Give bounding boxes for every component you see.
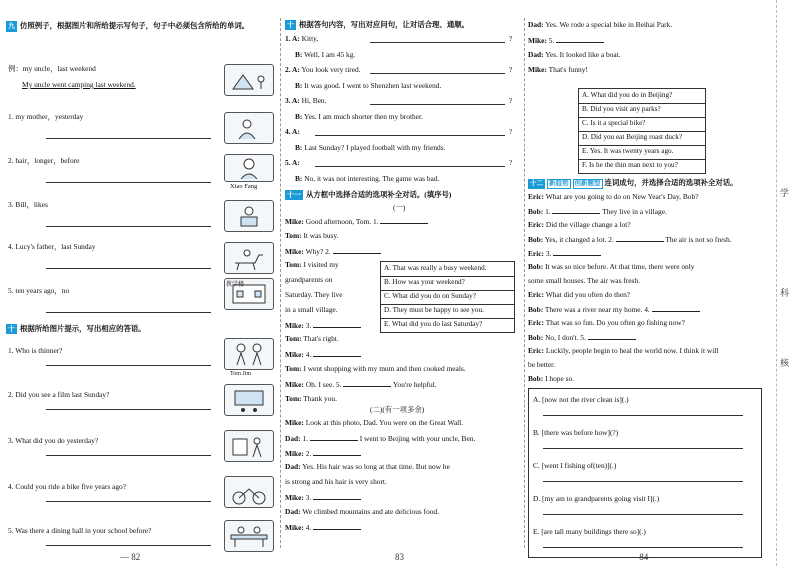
- dialog-text: Thank you.: [303, 393, 337, 403]
- section-number: 十一: [287, 191, 301, 199]
- section-number: 九: [8, 22, 15, 30]
- option-item: E. What did you do last Saturday?: [384, 320, 483, 328]
- dialog-line: [528, 262, 694, 272]
- camping-picture: [224, 64, 274, 96]
- options-box-one: [380, 261, 515, 333]
- dialog-text: I visited my: [303, 260, 339, 270]
- dialog-line: [528, 332, 636, 343]
- answer-line[interactable]: [46, 138, 211, 139]
- speaker-label: Bob:: [528, 207, 544, 216]
- answer-line[interactable]: [370, 73, 505, 74]
- answer-blank[interactable]: [343, 379, 391, 387]
- scramble-box: [528, 388, 762, 558]
- section-number: 十二: [530, 180, 543, 187]
- dialog-line: [528, 248, 601, 259]
- dialog-line: [285, 34, 318, 44]
- dialog-text: Oh. I see. 5.: [305, 379, 342, 389]
- speaker-label: Mike:: [285, 379, 304, 389]
- bike-picture: [224, 476, 274, 508]
- question-mark: ?: [509, 158, 513, 167]
- column-divider: [280, 18, 281, 548]
- dialog-text: I went shopping with my mum and then cooked meals.: [303, 364, 466, 373]
- dialog-text: That was so fun. Do you often go fishing now?: [545, 318, 685, 327]
- speaker-label: Mike:: [285, 320, 304, 330]
- answer-blank[interactable]: [310, 433, 358, 441]
- option-item: A. What did you do in Beijing?: [582, 91, 673, 99]
- dialog-text: It was so nice before. At that time, there were only: [545, 262, 695, 271]
- dialog-line: [285, 492, 361, 503]
- option-divider: [579, 159, 705, 160]
- page-number-82: — 82: [120, 552, 141, 562]
- answer-line[interactable]: [46, 545, 211, 546]
- option-divider: [579, 131, 705, 132]
- reading-boy-picture: [224, 200, 274, 232]
- dialog-text: We climbed mountains and ate delicious food.: [302, 506, 440, 516]
- dialog-text: What did you often do then?: [545, 290, 631, 299]
- speaker-label: Mike:: [285, 217, 304, 226]
- speaker-label: Tom:: [285, 230, 302, 240]
- page-84-column: [528, 20, 764, 544]
- speaker-label: Eric:: [528, 249, 545, 258]
- answer-blank[interactable]: [552, 206, 600, 214]
- option-item: B. How was your weekend?: [384, 278, 465, 286]
- speaker-label: Eric:: [528, 346, 545, 355]
- speaker-label: Tom:: [285, 260, 302, 270]
- dialog-text: You look very tired.: [301, 65, 361, 74]
- dialog-line: [528, 318, 685, 328]
- dialog-line: [295, 50, 355, 60]
- answer-blank[interactable]: [313, 349, 361, 357]
- dialog-text: grandparents on: [285, 275, 333, 285]
- cinema-picture: [224, 384, 274, 416]
- scramble-item: C. [went I fishing of(ten)](.): [533, 461, 617, 470]
- side-margin: [776, 0, 797, 566]
- answer-blank[interactable]: [313, 492, 361, 500]
- dialog-text: is strong and his hair is very short.: [285, 477, 387, 487]
- dialog-text: That's funny!: [548, 65, 588, 74]
- dialog-text: Did the village change a lot?: [545, 220, 631, 229]
- dialog-line: [528, 360, 555, 370]
- dialog-text: Why? 2.: [305, 246, 331, 256]
- answer-line[interactable]: [46, 365, 211, 366]
- activity-picture: [224, 430, 274, 462]
- side-char: 科: [780, 288, 790, 298]
- speaker-label: Dad:: [528, 50, 544, 59]
- speaker-label: Eric:: [528, 192, 545, 201]
- speaker-label: 2. A:: [285, 65, 300, 74]
- option-divider: [381, 290, 514, 291]
- speaker-label: Mike:: [285, 246, 304, 256]
- answer-blank[interactable]: [556, 35, 604, 43]
- dialog-text: 4.: [305, 522, 312, 532]
- option-divider: [579, 117, 705, 118]
- dialog-line: [285, 320, 361, 331]
- dialog-line: [285, 275, 332, 285]
- dialog-text: 2.: [305, 448, 312, 458]
- speaker-label: Eric:: [528, 318, 545, 327]
- dialog-text: 3.: [305, 320, 312, 330]
- dining-hall-picture: [224, 520, 274, 552]
- dialog-text: Kitty,: [301, 34, 319, 43]
- dialog-line: [528, 290, 630, 300]
- scramble-item: A. [now not the river clean is](.): [533, 395, 629, 404]
- answer-line[interactable]: [543, 448, 743, 449]
- section-10-heading: 十 根据所给图片提示，写出相应的答语。: [8, 324, 146, 333]
- dialog-text: 1.: [302, 433, 309, 443]
- speaker-label: 3. A:: [285, 96, 300, 105]
- girl-picture: [224, 154, 274, 182]
- speaker-label: B:: [295, 111, 303, 121]
- dialog-line: [295, 143, 445, 153]
- question-mark: ?: [509, 96, 513, 105]
- dialog-line: [528, 20, 672, 30]
- section-9-heading: 九 仿照例子，根据图片和所给提示写句子，句子中必须包含所给的单词。: [8, 21, 250, 30]
- dialog-text: Yes. I am much shorter then my brother.: [303, 111, 423, 121]
- dialog-line: [295, 174, 439, 184]
- dialog-text: Yes, it changed a lot. 2.: [544, 235, 614, 244]
- option-item: C. What did you do on Sunday?: [384, 292, 476, 300]
- speaker-label: Mike:: [285, 493, 304, 502]
- item-9-1: 1. my mother，yesterday: [8, 112, 84, 121]
- page-number-84: — 84 —: [628, 552, 660, 562]
- dialog-line: [285, 127, 300, 137]
- example-prompt: 例：my uncle，last weekend: [8, 64, 96, 73]
- dialog-line: [285, 462, 450, 472]
- dialog-line: [285, 433, 475, 444]
- dialog-line: [285, 246, 381, 257]
- speaker-label: Dad:: [528, 20, 544, 29]
- speaker-label: Tom:: [285, 364, 302, 373]
- answer-line[interactable]: [543, 481, 743, 482]
- option-item: E. Yes. It was twenty years ago.: [582, 147, 674, 155]
- question-mark: ?: [509, 65, 513, 74]
- dialog-line: [285, 290, 342, 300]
- speaker-label: Dad:: [285, 433, 301, 443]
- horse-riding-picture: [224, 242, 274, 274]
- option-item: D. Did you eat Beijing roast duck?: [582, 133, 683, 141]
- trend-tag: 新趋势: [549, 180, 569, 187]
- dialog-line: [528, 35, 604, 46]
- dialog-text: What are you going to do on New Year's Day, Bob?: [545, 192, 699, 201]
- side-char: 学: [780, 188, 790, 198]
- answer-blank[interactable]: [313, 522, 361, 530]
- item-10-3: 3. What did you do yesterday?: [8, 436, 99, 445]
- page-82-column: [6, 20, 276, 544]
- dialog-text: 3.: [305, 493, 312, 502]
- answer-blank[interactable]: [652, 304, 700, 312]
- page-number-83: 83: [395, 552, 404, 562]
- page-83-column: [285, 20, 521, 544]
- option-item: D. They must be happy to see you.: [384, 306, 484, 314]
- option-divider: [579, 145, 705, 146]
- dialog-line: [295, 112, 423, 122]
- example-answer: My uncle went camping last weekend.: [22, 80, 136, 89]
- scramble-item: E. [are tall many buildings there so](.): [533, 527, 646, 536]
- dialog-line: [285, 507, 439, 517]
- dialog-text: It was busy.: [303, 230, 339, 240]
- part-two-label: (二)(有一项多余): [370, 405, 425, 414]
- speaker-label: Mike:: [285, 448, 304, 458]
- dialog-text: some small houses. The air was fresh.: [528, 276, 640, 285]
- dialog-line: [285, 418, 463, 428]
- speaker-label: Mike:: [528, 65, 547, 74]
- speaker-label: Tom:: [285, 334, 302, 344]
- part-one-label: (一): [393, 203, 406, 212]
- speaker-label: Eric:: [528, 290, 545, 299]
- dialog-line: [285, 334, 339, 344]
- option-divider: [381, 276, 514, 277]
- answer-line[interactable]: [315, 166, 505, 167]
- answer-line[interactable]: [46, 455, 211, 456]
- answer-blank[interactable]: [588, 332, 636, 340]
- answer-blank[interactable]: [380, 216, 428, 224]
- dialog-text: be better.: [528, 360, 556, 369]
- answer-line[interactable]: [46, 226, 211, 227]
- speaker-label: B:: [295, 142, 303, 152]
- two-boys-picture: [224, 338, 274, 370]
- dialog-line: [528, 220, 631, 230]
- options-box-two: [578, 88, 706, 174]
- dialog-line: [285, 65, 361, 75]
- dialog-text: That's right.: [303, 334, 339, 344]
- dialog-line: [528, 374, 574, 384]
- dialog-line: [285, 96, 326, 106]
- section-11-heading: 十 根据答句内容，写出对应问句，让对话合理、通顺。: [287, 20, 469, 29]
- answer-blank[interactable]: [333, 246, 381, 254]
- answer-line[interactable]: [46, 268, 211, 269]
- speaker-label: Bob:: [528, 305, 544, 314]
- answer-blank[interactable]: [616, 234, 664, 242]
- dialog-text: They live in a village.: [602, 207, 667, 216]
- dialog-line: [528, 346, 718, 356]
- answer-line[interactable]: [543, 547, 743, 548]
- dialog-text: You're helpful.: [392, 379, 437, 389]
- dialog-line: [528, 304, 700, 315]
- speaker-label: Eric:: [528, 220, 545, 229]
- dialog-line: [285, 522, 361, 533]
- dialog-line: [528, 206, 667, 217]
- question-mark: ?: [509, 34, 513, 43]
- dialog-line: [285, 394, 337, 404]
- answer-line[interactable]: [46, 409, 211, 410]
- dialog-text: Yes. We rode a special bike in Beihai Park.: [545, 20, 673, 29]
- dialog-text: There was a river near my home. 4.: [544, 305, 650, 314]
- dialog-line: [528, 276, 640, 286]
- dialog-text: Look at this photo, Dad. You were on the Great Wall.: [305, 418, 464, 427]
- dialog-line: [285, 231, 338, 241]
- dialog-line: [295, 81, 441, 91]
- dialog-line: [285, 379, 517, 390]
- speaker-label: Tom:: [285, 393, 302, 403]
- dialog-text: Luckily, people begin to heal the world now. I think it will: [545, 346, 719, 355]
- dialog-text: It was good. I went to Shenzhen last weekend.: [304, 80, 442, 90]
- item-9-4: 4. Lucy's father，last Sunday: [8, 242, 96, 251]
- option-item: B. Did you visit any parks?: [582, 105, 661, 113]
- mother-picture: [224, 112, 274, 144]
- item-9-5: 5. ten years ago，no: [8, 286, 70, 295]
- option-divider: [579, 103, 705, 104]
- item-10-1: 1. Who is thinner?: [8, 346, 63, 355]
- speaker-label: 1. A:: [285, 34, 300, 43]
- picture-caption: Tom Jim: [230, 371, 252, 377]
- speaker-label: 4. A:: [285, 127, 300, 136]
- speaker-label: Mike:: [528, 36, 547, 45]
- item-9-3: 3. Bill，likes: [8, 200, 48, 209]
- answer-line[interactable]: [46, 501, 211, 502]
- section-number: 十: [8, 325, 15, 333]
- option-item: C. Is it a special bike?: [582, 119, 646, 127]
- speaker-label: Bob:: [528, 374, 544, 383]
- dialog-line: [285, 216, 428, 227]
- dialog-text: I hope so.: [545, 374, 575, 383]
- dialog-text: Last Sunday? I played football with my friends.: [304, 142, 446, 152]
- question-mark: ?: [509, 127, 513, 136]
- speaker-label: Mike:: [285, 350, 304, 360]
- side-char: 核: [780, 358, 790, 368]
- item-9-2: 2. hair，longer，before: [8, 156, 80, 165]
- dialog-text: Saturday. They live: [285, 290, 343, 299]
- dialog-line: [285, 305, 338, 315]
- dialog-line: [285, 364, 517, 374]
- option-divider: [381, 318, 514, 319]
- dialog-text: Yes. It looked like a boat.: [545, 50, 621, 59]
- dialog-line: [528, 234, 732, 245]
- speaker-label: Bob:: [528, 235, 544, 244]
- dialog-text: Well, I am 45 kg.: [304, 49, 356, 59]
- dialog-line: [285, 477, 387, 487]
- dialog-text: I went to Beijing with your uncle, Ben.: [359, 433, 476, 443]
- option-divider: [381, 304, 514, 305]
- answer-blank[interactable]: [553, 248, 601, 256]
- answer-line[interactable]: [543, 514, 743, 515]
- dialog-line: [528, 50, 621, 60]
- dialog-text: Yes. His hair was so long at that time. But now he: [302, 462, 450, 472]
- picture-caption: Xiao Fang: [230, 183, 258, 190]
- answer-line[interactable]: [370, 104, 505, 105]
- dialog-line: [285, 260, 339, 270]
- option-item: A. That was really a busy weekend.: [384, 264, 487, 272]
- picture-caption: 教学楼: [226, 282, 245, 288]
- section-13-heading: 十二 新趋势 创新题型 连词成句，并选择合适的选项补全对话。: [530, 178, 738, 187]
- section-number: 十: [287, 21, 294, 29]
- speaker-label: Bob:: [528, 262, 544, 271]
- dialog-text: The air is not so fresh.: [665, 235, 732, 244]
- dialog-text: Hi, Ben.: [301, 96, 327, 105]
- dialog-text: Good afternoon, Tom. 1.: [305, 217, 379, 226]
- dialog-line: [285, 349, 361, 360]
- dialog-text: 1.: [545, 207, 551, 216]
- dialog-text: in a small village.: [285, 304, 338, 314]
- speaker-label: Dad:: [285, 506, 301, 516]
- dialog-text: No, I don't. 5.: [545, 333, 586, 342]
- speaker-label: B:: [295, 173, 303, 183]
- dialog-text: 4.: [305, 350, 312, 360]
- scramble-item: B. [there was before how](?): [533, 428, 619, 437]
- speaker-label: B:: [295, 80, 303, 90]
- dialog-text: 3.: [545, 249, 552, 258]
- speaker-label: Dad:: [285, 462, 301, 472]
- speaker-label: Mike:: [285, 522, 304, 532]
- answer-line[interactable]: [46, 312, 211, 313]
- column-divider: [524, 18, 525, 548]
- scramble-item: D. [my am to grandparents going visit I](.): [533, 494, 660, 503]
- speaker-label: Bob:: [528, 333, 544, 342]
- dialog-line: [528, 65, 588, 75]
- dialog-line: [285, 158, 300, 168]
- answer-blank[interactable]: [313, 448, 361, 456]
- section-12-heading: 十一 从方框中选择合适的选项补全对话。(填序号): [287, 190, 452, 199]
- answer-line[interactable]: [370, 42, 505, 43]
- dialog-text: 5.: [548, 36, 555, 45]
- option-item: F. Is he the thin man next to you?: [582, 161, 678, 169]
- item-10-5: 5. Was there a dining hall in your school before?: [8, 526, 152, 535]
- new-type-tag: 创新题型: [574, 180, 601, 187]
- item-10-4: 4. Could you ride a bike five years ago?: [8, 482, 127, 491]
- item-10-2: 2. Did you see a film last Sunday?: [8, 390, 110, 399]
- answer-line[interactable]: [543, 415, 743, 416]
- answer-blank[interactable]: [313, 320, 361, 328]
- answer-line[interactable]: [46, 182, 211, 183]
- speaker-label: Mike:: [285, 418, 304, 427]
- answer-line[interactable]: [315, 135, 505, 136]
- speaker-label: B:: [295, 49, 303, 59]
- dialog-line: [285, 448, 361, 459]
- speaker-label: 5. A:: [285, 158, 300, 167]
- dialog-text: No, it was not interesting. The game was bad.: [304, 173, 440, 183]
- dialog-line: [528, 192, 698, 202]
